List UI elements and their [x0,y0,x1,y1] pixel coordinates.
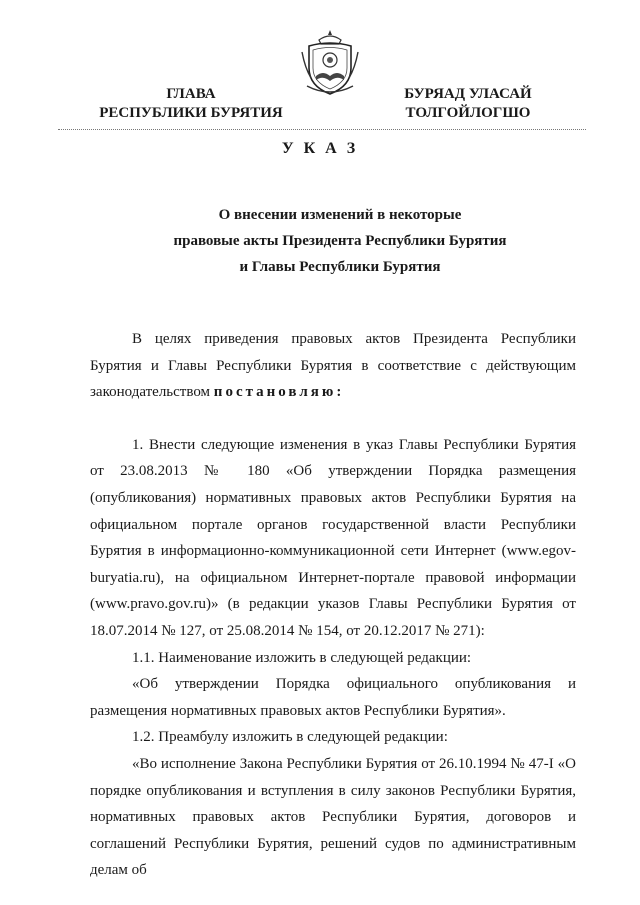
issuer-title-russian [86,85,296,123]
paragraph-item-1-2: 1.2. Преамбулу изложить в следующей редакции: [132,729,448,746]
decree-keyword: постановляю: [213,384,345,401]
paragraph-item-1: 1. Внести следующие изменения в указ Главы Республики Бурятия от 23.08.2013 № 180 «Об утверждении Порядка размещения (опубликования) нормативных правовых актов Республики Бурятия на официальном портале органов государственной власти Республики Бурятия в информационно-коммуникационной сети Интернет (www.egov-buryatia.ru), на официальном Интернет-портале правовой информации (www.pravo.gov.ru)» (в редакции указов Главы Республики Бурятия от 18.07.2014 № 127, от 25.08.2014 № 154, от 20.12.2017 № 271): [90,436,576,639]
title-line-3: и Главы Республики Бурятия [239,259,441,275]
document-type: У К А З [281,140,359,157]
issuer-line-1: ГЛАВА [166,86,216,102]
paragraph-preamble [90,326,576,406]
paragraph-new-name: «Об утверждении Порядка официального опубликования и размещения нормативных правовых актов Республики Бурятия». [90,676,576,719]
paragraph-new-preamble: «Во исполнение Закона Республики Бурятия от 26.10.1994 № 47-I «О порядке опубликования и вступления в силу законов Республики Бурятия, нормативных правовых актов Республики Бурятия, договоров и соглашений Республики Бурятия, решений судов по административным делам об [90,755,576,879]
paragraph-item-1-1: 1.1. Наименование изложить в следующей редакции: [132,649,472,666]
coat-of-arms-icon [299,28,361,98]
preamble-text: В целях приведения правовых актов Президента Республики Бурятия и Главы Республики Бурятия в соответствие с действующим законодательством [90,331,576,401]
issuer-buryat-line-1: БУРЯАД УЛАСАЙ [404,86,532,102]
header-divider [58,129,586,130]
document-body [90,326,576,884]
title-line-2: правовые акты Президента Республики Бурятия [173,233,507,249]
issuer-title-buryat [384,85,552,123]
title-line-1: О внесении изменений в некоторые [218,207,462,223]
issuer-line-2: РЕСПУБЛИКИ БУРЯТИЯ [99,105,283,121]
document-title [130,202,550,280]
issuer-buryat-line-2: ТОЛГОЙЛОГШО [405,105,531,121]
